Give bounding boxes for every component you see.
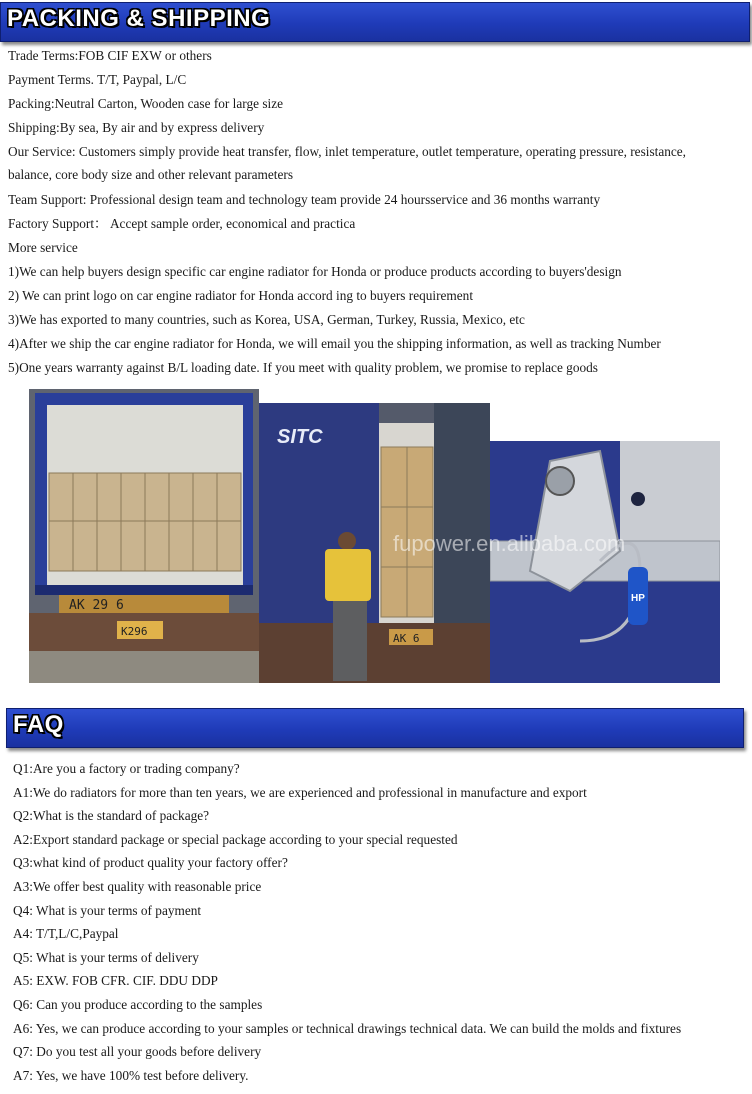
faq-q2: Q2:What is the standard of package? [13, 808, 210, 823]
faq-q1: Q1:Are you a factory or trading company? [13, 761, 240, 776]
service-item-2: 2) We can print logo on car engine radiator for Honda accord ing to buyers requirement [8, 288, 474, 303]
container-loading-photo [29, 389, 259, 683]
faq-banner [6, 708, 744, 748]
faq-q5: Q5: What is your terms of delivery [13, 950, 199, 965]
service-item-4: 4)After we ship the car engine radiator for Honda, we will email you the shipping information, as well as tracking Number [8, 336, 661, 351]
trade-terms-line: Trade Terms:FOB CIF EXW or others [8, 48, 212, 63]
faq-q7: Q7: Do you test all your goods before delivery [13, 1044, 262, 1059]
faq-a1: A1:We do radiators for more than ten years, we are experienced and professional in manufacture and export [13, 785, 587, 800]
faq-a4: A4: T/T,L/C,Paypal [13, 926, 119, 941]
faq-a7: A7: Yes, we have 100% test before delivery. [13, 1068, 249, 1083]
shipping-line: Shipping:By sea, By air and by express delivery [8, 120, 265, 135]
plate-left-text: AK 29 6 [69, 598, 124, 613]
plate-right-text: AK 6 [393, 632, 420, 645]
service-item-5: 5)One years warranty against B/L loading date. If you meet with quality problem, we promise to replace goods [8, 360, 598, 375]
more-service-line: More service [8, 240, 78, 255]
faq-a3: A3:We offer best quality with reasonable price [13, 879, 262, 894]
seal-text: HP [631, 593, 645, 604]
faq-a5: A5: EXW. FOB CFR. CIF. DDU DDP [13, 973, 218, 988]
container-brand-text: SITC [277, 426, 323, 448]
team-support-line: Team Support: Professional design team and technology team provide 24 hoursservice and 36 months warranty [8, 192, 601, 207]
container-seal-illustration [490, 441, 720, 683]
service-item-3: 3)We has exported to many countries, such as Korea, USA, German, Turkey, Russia, Mexico, etc [8, 312, 525, 327]
plate-left-small-text: K296 [121, 625, 148, 638]
faq-heading: FAQ [13, 711, 64, 738]
packing-shipping-heading: PACKING & SHIPPING [7, 5, 271, 32]
service-item-1: 1)We can help buyers design specific car engine radiator for Honda or produce products according to buyers'design [8, 264, 622, 279]
faq-q3: Q3:what kind of product quality your factory offer? [13, 855, 288, 870]
packing-shipping-banner [0, 2, 750, 42]
faq-q6: Q6: Can you produce according to the samples [13, 997, 263, 1012]
faq-a2: A2:Export standard package or special package according to your special requested [13, 832, 458, 847]
our-service-line: Our Service: Customers simply provide heat transfer, flow, inlet temperature, outlet temperature, operating pressure, resistance, balance, core body size and other relevant parameters [8, 144, 686, 182]
container-loading-illustration [29, 389, 259, 683]
container-seal-photo [490, 441, 720, 683]
packing-line: Packing:Neutral Carton, Wooden case for large size [8, 96, 283, 111]
factory-support-line: Factory Support： Accept sample order, economical and practica [8, 216, 356, 231]
faq-q4: Q4: What is your terms of payment [13, 903, 202, 918]
payment-terms-line: Payment Terms. T/T, Paypal, L/C [8, 72, 187, 87]
watermark-text: fupower.en.alibaba.com [393, 531, 626, 556]
faq-a6: A6: Yes, we can produce according to your samples or technical drawings technical data. We can build the molds and fixtures [13, 1021, 682, 1036]
